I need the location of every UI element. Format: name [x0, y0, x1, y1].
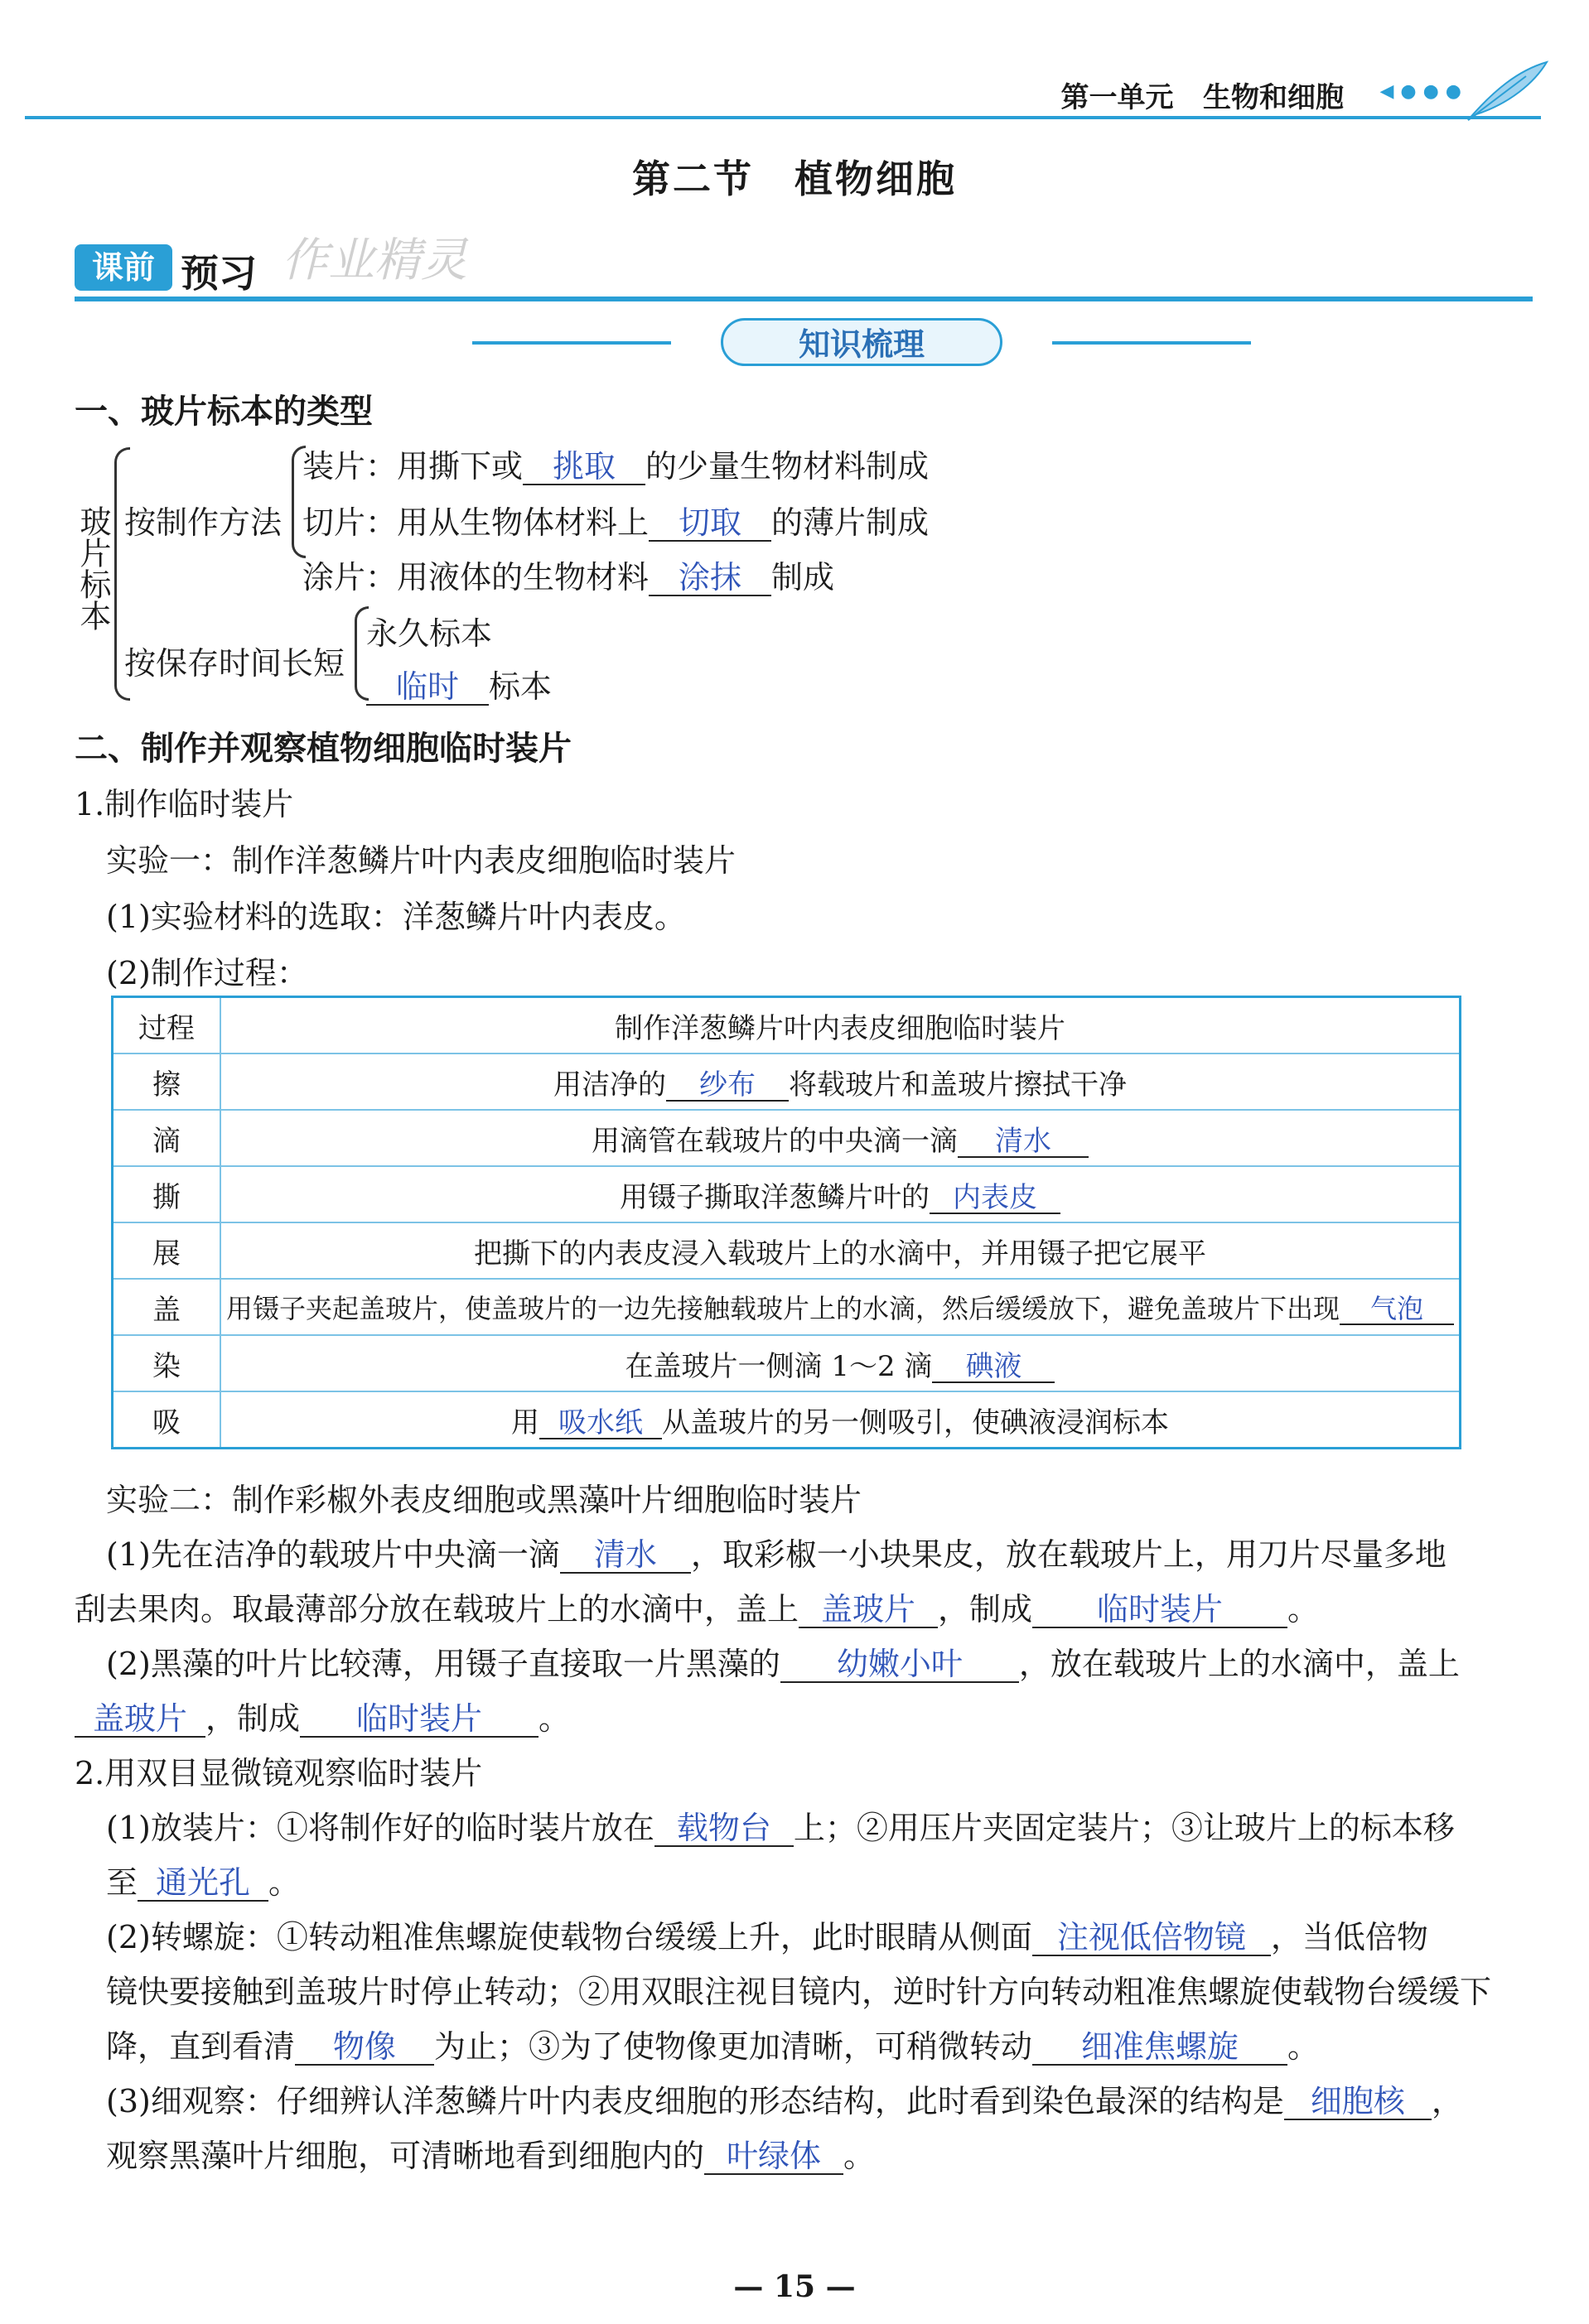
step-cell: 染: [113, 1335, 220, 1391]
desc-cell: 用镊子撕取洋葱鳞片叶的 内表皮: [220, 1166, 1461, 1222]
preview-banner: [75, 234, 1533, 298]
exp1-material: (1)实验材料的选取：洋葱鳞片叶内表皮。: [106, 899, 686, 935]
table-header-cell: 过程: [113, 997, 220, 1054]
feather-icon: [1460, 58, 1551, 124]
obs3-line2: 观察黑藻叶片细胞，可清晰地看到细胞内的 叶绿体 。: [106, 2138, 876, 2174]
obs3-line1: (3)细观察：仔细辨认洋葱鳞片叶内表皮细胞的形态结构，此时看到染色最深的结构是 细胞核 ，: [106, 2083, 1463, 2119]
obs2-line2: 镜快要接触到盖玻片时停止转动；②用双眼注视目镜内，逆时针方向转动粗准焦螺旋使载物台缓缓下: [106, 1974, 1492, 2010]
obs2-line3: 降，直到看清 物像 为止；③为了使物像更加清晰，可稍微转动 细准焦螺旋 。: [106, 2028, 1320, 2065]
step-cell: 盖: [113, 1279, 220, 1335]
desc-cell: 用洁净的 纱布 将载玻片和盖玻片擦拭干净: [220, 1054, 1461, 1110]
exp2-para2-line1: (2)黑藻的叶片比较薄，用镊子直接取一片黑藻的 幼嫩小叶 ，放在载玻片上的水滴中，盖上: [106, 1646, 1460, 1682]
knowledge-banner: [472, 318, 1251, 368]
exp1-title: 实验一：制作洋葱鳞片叶内表皮细胞临时装片: [106, 842, 737, 879]
table-row: [113, 1391, 1461, 1449]
table-row: [113, 1335, 1461, 1391]
part1-heading: 一、玻片标本的类型: [75, 393, 373, 431]
preview-label: 预习: [181, 251, 257, 296]
process-table: [111, 996, 1461, 1449]
sub2-heading: 2.用双目显微镜观察临时装片: [75, 1755, 483, 1791]
obs2-line1: (2)转螺旋：①转动粗准焦螺旋使载物台缓缓上升，此时眼睛从侧面 注视低倍物镜 ，当低倍物: [106, 1919, 1428, 1955]
obs1-line1: (1)放装片：①将制作好的临时装片放在 载物台 上；②用压片夹固定装片；③让玻片上的标本移: [106, 1810, 1455, 1846]
by-time-label: 按保存时间长短: [124, 645, 345, 682]
exp1-process: (2)制作过程：: [106, 955, 308, 991]
running-header: [25, 33, 1567, 124]
step-cell: 擦: [113, 1054, 220, 1110]
header-dots-decoration: ◀●●●: [1379, 81, 1468, 102]
banner-right-bar: [1052, 341, 1251, 345]
step-cell: 展: [113, 1222, 220, 1279]
item-smear: 涂片：用液体的生物材料 涂抹 制成: [302, 559, 835, 595]
item-permanent: 永久标本: [366, 615, 493, 652]
table-row: [113, 1166, 1461, 1222]
table-row: [113, 1222, 1461, 1279]
table-row: [113, 1110, 1461, 1166]
banner-left-bar: [472, 341, 671, 345]
desc-cell: 在盖玻片一侧滴 1～2 滴 碘液: [220, 1335, 1461, 1391]
obs1-line2: 至 通光孔 。: [106, 1864, 301, 1901]
slide-type-tree: [75, 431, 986, 712]
exp2-title: 实验二：制作彩椒外表皮细胞或黑藻叶片细胞临时装片: [106, 1482, 862, 1518]
header-rule: [25, 116, 1541, 119]
desc-cell: 用 吸水纸 从盖玻片的另一侧吸引，使碘液浸润标本: [220, 1391, 1461, 1449]
step-cell: 吸: [113, 1391, 220, 1449]
sub1-heading: 1.制作临时装片: [75, 786, 294, 822]
by-method-label: 按制作方法: [124, 504, 283, 541]
desc-cell: 用滴管在载玻片的中央滴一滴 清水: [220, 1110, 1461, 1166]
table-row: [113, 1054, 1461, 1110]
header-unit-chapter: 第一单元 生物和细胞: [1060, 81, 1344, 114]
part2-heading: 二、制作并观察植物细胞临时装片: [75, 730, 572, 768]
watermark: 作业精灵: [282, 234, 467, 287]
desc-cell: 把撕下的内表皮浸入载玻片上的水滴中，并用镊子把它展平: [220, 1222, 1461, 1279]
preview-badge: 课前: [75, 244, 172, 291]
exp2-para1-line2: 刮去果肉。取最薄部分放在载玻片上的水滴中，盖上 盖玻片 ，制成 临时装片 。: [75, 1591, 1320, 1627]
knowledge-label: 知识梳理: [721, 318, 1002, 366]
table-header-row: [113, 997, 1461, 1054]
table-row: [113, 1279, 1461, 1335]
exp2-para2-line2: 盖玻片 ，制成 临时装片 。: [75, 1693, 570, 1738]
tree-root: 玻片标本: [75, 505, 111, 631]
section-title: 第二节 植物细胞: [632, 157, 957, 201]
table-header-cell: 制作洋葱鳞片叶内表皮细胞临时装片: [220, 997, 1461, 1054]
item-mount: 装片：用撕下或 挑取 的少量生物材料制成: [302, 448, 930, 485]
step-cell: 滴: [113, 1110, 220, 1166]
desc-cell: 用镊子夹起盖玻片，使盖玻片的一边先接触载玻片上的水滴，然后缓缓放下，避免盖玻片下出现 气泡: [220, 1279, 1461, 1335]
item-temporary: 临时 标本: [366, 661, 552, 706]
step-cell: 撕: [113, 1166, 220, 1222]
page-number: — 15 —: [733, 2269, 856, 2304]
exp2-para1-line1: (1)先在洁净的载玻片中央滴一滴 清水 ，取彩椒一小块果皮，放在载玻片上，用刀片尽量多地: [106, 1536, 1447, 1573]
item-section: 切片：用从生物体材料上 切取 的薄片制成: [302, 504, 930, 541]
preview-rule: [75, 297, 1533, 301]
